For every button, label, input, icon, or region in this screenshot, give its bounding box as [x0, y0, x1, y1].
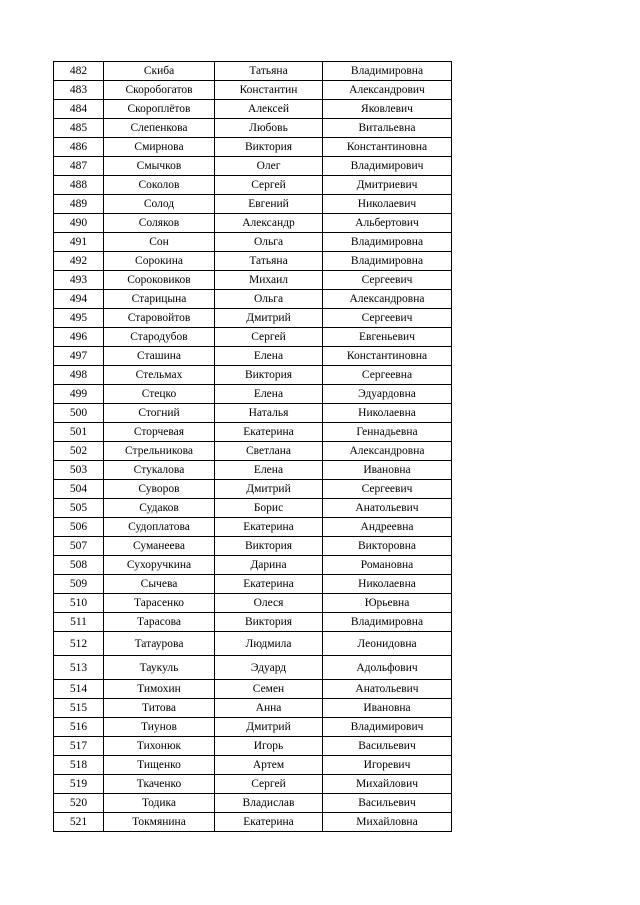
row-number-cell: 490 [54, 214, 104, 233]
patronymic-cell: Романовна [323, 556, 452, 575]
row-number-cell: 486 [54, 138, 104, 157]
patronymic-cell: Сергеевич [323, 480, 452, 499]
row-number-cell: 511 [54, 613, 104, 632]
table-row [54, 613, 452, 632]
patronymic-cell: Александрович [323, 81, 452, 100]
last-name-cell: Токмянина [104, 813, 215, 832]
first-name-cell: Людмила [215, 632, 323, 656]
patronymic-cell: Игоревич [323, 756, 452, 775]
last-name-cell: Стельмах [104, 366, 215, 385]
table-row [54, 442, 452, 461]
patronymic-cell: Анатольевич [323, 499, 452, 518]
first-name-cell: Любовь [215, 119, 323, 138]
first-name-cell: Татьяна [215, 252, 323, 271]
row-number-cell: 521 [54, 813, 104, 832]
first-name-cell: Сергей [215, 775, 323, 794]
first-name-cell: Виктория [215, 537, 323, 556]
table-row [54, 328, 452, 347]
first-name-cell: Екатерина [215, 518, 323, 537]
first-name-cell: Олеся [215, 594, 323, 613]
last-name-cell: Сухоручкина [104, 556, 215, 575]
row-number-cell: 501 [54, 423, 104, 442]
table-row [54, 756, 452, 775]
first-name-cell: Елена [215, 385, 323, 404]
first-name-cell: Семен [215, 680, 323, 699]
patronymic-cell: Евгеньевич [323, 328, 452, 347]
table-row [54, 632, 452, 656]
row-number-cell: 516 [54, 718, 104, 737]
first-name-cell: Александр [215, 214, 323, 233]
patronymic-cell: Андреевна [323, 518, 452, 537]
patronymic-cell: Альбертович [323, 214, 452, 233]
last-name-cell: Тодика [104, 794, 215, 813]
last-name-cell: Старицына [104, 290, 215, 309]
row-number-cell: 514 [54, 680, 104, 699]
row-number-cell: 500 [54, 404, 104, 423]
table-row [54, 813, 452, 832]
row-number-cell: 489 [54, 195, 104, 214]
patronymic-cell: Анатольевич [323, 680, 452, 699]
table-row [54, 119, 452, 138]
last-name-cell: Соколов [104, 176, 215, 195]
table-row [54, 537, 452, 556]
table-row [54, 423, 452, 442]
first-name-cell: Константин [215, 81, 323, 100]
patronymic-cell: Михайлович [323, 775, 452, 794]
row-number-cell: 509 [54, 575, 104, 594]
row-number-cell: 513 [54, 656, 104, 680]
first-name-cell: Виктория [215, 366, 323, 385]
patronymic-cell: Витальевна [323, 119, 452, 138]
table-row [54, 214, 452, 233]
first-name-cell: Дарина [215, 556, 323, 575]
row-number-cell: 504 [54, 480, 104, 499]
first-name-cell: Виктория [215, 613, 323, 632]
last-name-cell: Тарасенко [104, 594, 215, 613]
last-name-cell: Татаурова [104, 632, 215, 656]
patronymic-cell: Александровна [323, 290, 452, 309]
last-name-cell: Старовойтов [104, 309, 215, 328]
patronymic-cell: Яковлевич [323, 100, 452, 119]
last-name-cell: Стародубов [104, 328, 215, 347]
last-name-cell: Сторчевая [104, 423, 215, 442]
patronymic-cell: Сергеевич [323, 271, 452, 290]
row-number-cell: 505 [54, 499, 104, 518]
row-number-cell: 517 [54, 737, 104, 756]
patronymic-cell: Константиновна [323, 347, 452, 366]
table-row [54, 737, 452, 756]
row-number-cell: 488 [54, 176, 104, 195]
patronymic-cell: Дмитриевич [323, 176, 452, 195]
first-name-cell: Светлана [215, 442, 323, 461]
patronymic-cell: Николаевна [323, 575, 452, 594]
last-name-cell: Таукуль [104, 656, 215, 680]
table-row [54, 138, 452, 157]
row-number-cell: 485 [54, 119, 104, 138]
table-row [54, 775, 452, 794]
first-name-cell: Дмитрий [215, 480, 323, 499]
patronymic-cell: Геннадьевна [323, 423, 452, 442]
table-row [54, 347, 452, 366]
patronymic-cell: Владимировна [323, 613, 452, 632]
row-number-cell: 519 [54, 775, 104, 794]
table-row [54, 594, 452, 613]
patronymic-cell: Сергеевич [323, 309, 452, 328]
row-number-cell: 487 [54, 157, 104, 176]
last-name-cell: Стогний [104, 404, 215, 423]
first-name-cell: Владислав [215, 794, 323, 813]
row-number-cell: 502 [54, 442, 104, 461]
row-number-cell: 508 [54, 556, 104, 575]
patronymic-cell: Сергеевна [323, 366, 452, 385]
first-name-cell: Екатерина [215, 423, 323, 442]
last-name-cell: Судаков [104, 499, 215, 518]
row-number-cell: 503 [54, 461, 104, 480]
first-name-cell: Игорь [215, 737, 323, 756]
last-name-cell: Смычков [104, 157, 215, 176]
table-row [54, 404, 452, 423]
row-number-cell: 492 [54, 252, 104, 271]
row-number-cell: 491 [54, 233, 104, 252]
table-row [54, 100, 452, 119]
first-name-cell: Анна [215, 699, 323, 718]
table-row [54, 271, 452, 290]
row-number-cell: 512 [54, 632, 104, 656]
first-name-cell: Евгений [215, 195, 323, 214]
table-row [54, 366, 452, 385]
first-name-cell: Ольга [215, 290, 323, 309]
first-name-cell: Олег [215, 157, 323, 176]
table-row [54, 794, 452, 813]
last-name-cell: Сташина [104, 347, 215, 366]
last-name-cell: Судоплатова [104, 518, 215, 537]
last-name-cell: Сычева [104, 575, 215, 594]
last-name-cell: Суманеева [104, 537, 215, 556]
row-number-cell: 515 [54, 699, 104, 718]
table-row [54, 252, 452, 271]
table-row [54, 718, 452, 737]
first-name-cell: Елена [215, 347, 323, 366]
last-name-cell: Солод [104, 195, 215, 214]
last-name-cell: Сороковиков [104, 271, 215, 290]
row-number-cell: 507 [54, 537, 104, 556]
row-number-cell: 506 [54, 518, 104, 537]
first-name-cell: Екатерина [215, 575, 323, 594]
patronymic-cell: Викторовна [323, 537, 452, 556]
first-name-cell: Сергей [215, 328, 323, 347]
row-number-cell: 496 [54, 328, 104, 347]
table-row [54, 656, 452, 680]
first-name-cell: Дмитрий [215, 309, 323, 328]
patronymic-cell: Константиновна [323, 138, 452, 157]
row-number-cell: 518 [54, 756, 104, 775]
last-name-cell: Тимохин [104, 680, 215, 699]
table-row [54, 385, 452, 404]
table-row [54, 556, 452, 575]
row-number-cell: 494 [54, 290, 104, 309]
last-name-cell: Титова [104, 699, 215, 718]
last-name-cell: Тихонюк [104, 737, 215, 756]
row-number-cell: 499 [54, 385, 104, 404]
first-name-cell: Елена [215, 461, 323, 480]
last-name-cell: Скоробогатов [104, 81, 215, 100]
first-name-cell: Сергей [215, 176, 323, 195]
patronymic-cell: Александровна [323, 442, 452, 461]
table-row [54, 176, 452, 195]
last-name-cell: Стукалова [104, 461, 215, 480]
patronymic-cell: Васильевич [323, 794, 452, 813]
patronymic-cell: Владимирович [323, 157, 452, 176]
last-name-cell: Сорокина [104, 252, 215, 271]
last-name-cell: Ткаченко [104, 775, 215, 794]
table-row [54, 680, 452, 699]
patronymic-cell: Эдуардовна [323, 385, 452, 404]
first-name-cell: Екатерина [215, 813, 323, 832]
first-name-cell: Виктория [215, 138, 323, 157]
patronymic-cell: Владимирович [323, 718, 452, 737]
row-number-cell: 482 [54, 62, 104, 81]
patronymic-cell: Леонидовна [323, 632, 452, 656]
last-name-cell: Скороплётов [104, 100, 215, 119]
patronymic-cell: Владимировна [323, 62, 452, 81]
patronymic-cell: Адольфович [323, 656, 452, 680]
first-name-cell: Алексей [215, 100, 323, 119]
roster-table-body [54, 62, 452, 832]
patronymic-cell: Михайловна [323, 813, 452, 832]
table-row [54, 309, 452, 328]
patronymic-cell: Владимировна [323, 233, 452, 252]
row-number-cell: 495 [54, 309, 104, 328]
last-name-cell: Слепенкова [104, 119, 215, 138]
patronymic-cell: Николаевич [323, 195, 452, 214]
patronymic-cell: Васильевич [323, 737, 452, 756]
table-row [54, 461, 452, 480]
row-number-cell: 484 [54, 100, 104, 119]
first-name-cell: Татьяна [215, 62, 323, 81]
last-name-cell: Тиунов [104, 718, 215, 737]
last-name-cell: Стецко [104, 385, 215, 404]
patronymic-cell: Ивановна [323, 461, 452, 480]
table-row [54, 518, 452, 537]
first-name-cell: Ольга [215, 233, 323, 252]
last-name-cell: Стрельникова [104, 442, 215, 461]
row-number-cell: 498 [54, 366, 104, 385]
row-number-cell: 520 [54, 794, 104, 813]
patronymic-cell: Владимировна [323, 252, 452, 271]
row-number-cell: 497 [54, 347, 104, 366]
row-number-cell: 483 [54, 81, 104, 100]
row-number-cell: 493 [54, 271, 104, 290]
patronymic-cell: Юрьевна [323, 594, 452, 613]
first-name-cell: Эдуард [215, 656, 323, 680]
table-row [54, 290, 452, 309]
table-row [54, 62, 452, 81]
roster-table [53, 61, 452, 832]
last-name-cell: Тищенко [104, 756, 215, 775]
first-name-cell: Наталья [215, 404, 323, 423]
last-name-cell: Сон [104, 233, 215, 252]
patronymic-cell: Николаевна [323, 404, 452, 423]
patronymic-cell: Ивановна [323, 699, 452, 718]
table-row [54, 81, 452, 100]
table-row [54, 575, 452, 594]
last-name-cell: Тарасова [104, 613, 215, 632]
first-name-cell: Артем [215, 756, 323, 775]
first-name-cell: Дмитрий [215, 718, 323, 737]
table-row [54, 499, 452, 518]
table-row [54, 157, 452, 176]
first-name-cell: Михаил [215, 271, 323, 290]
row-number-cell: 510 [54, 594, 104, 613]
last-name-cell: Смирнова [104, 138, 215, 157]
last-name-cell: Суворов [104, 480, 215, 499]
table-row [54, 480, 452, 499]
last-name-cell: Скиба [104, 62, 215, 81]
last-name-cell: Соляков [104, 214, 215, 233]
table-row [54, 233, 452, 252]
table-row [54, 699, 452, 718]
first-name-cell: Борис [215, 499, 323, 518]
table-row [54, 195, 452, 214]
